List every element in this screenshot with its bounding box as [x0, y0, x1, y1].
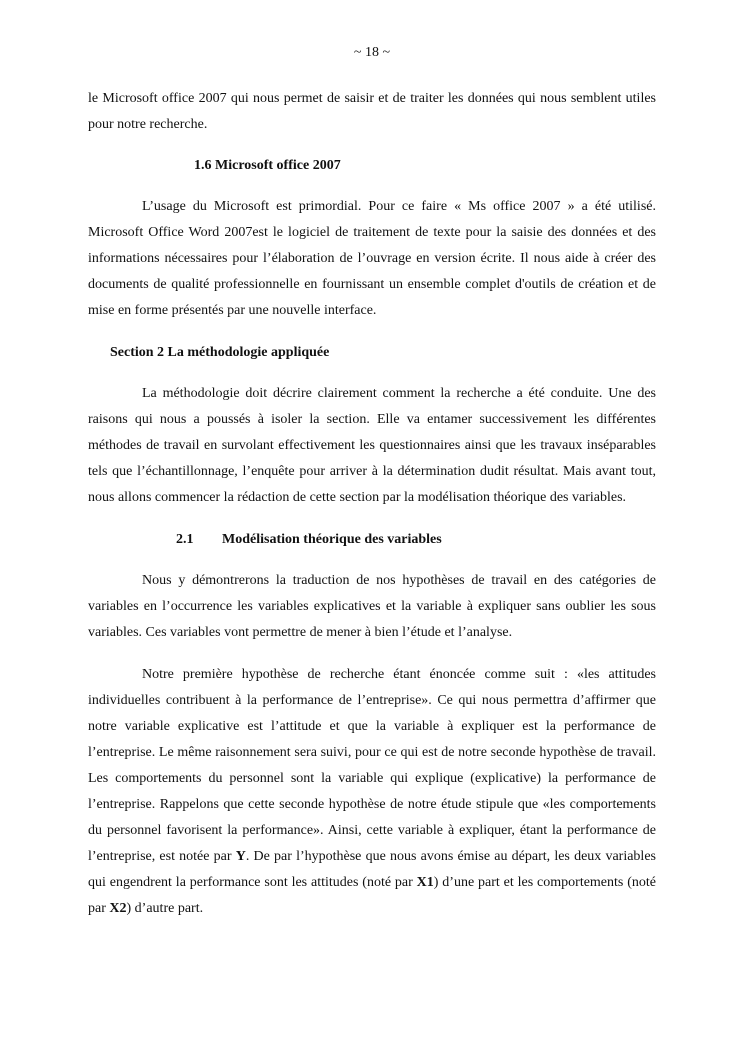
- hypothesis-text-4: ) d’autre part.: [126, 901, 204, 916]
- variable-x1: X1: [416, 875, 434, 890]
- methodology-paragraph: La méthodologie doit décrire clairement comment la recherche a été conduite. Une des raisons qui nous a poussés à isoler la section. Elle va entamer successivement les différentes méthodes de travail en survolant effectivement les questionnaires ainsi que les travaux inséparables tels que l’échantillonnage, l’enquête pour arriver à la détermination dudit résultat. Mais avant tout, nous allons commencer la rédaction de cette section par la modélisation théorique des variables.: [88, 386, 656, 505]
- intro-paragraph: le Microsoft office 2007 qui nous permet de saisir et de traiter les données qui nous semblent utiles pour notre recherche.: [88, 91, 656, 132]
- heading-section-2: Section 2 La méthodologie appliquée: [110, 345, 330, 360]
- hypothesis-paragraph: [88, 662, 656, 922]
- office-paragraph: L’usage du Microsoft est primordial. Pour ce faire « Ms office 2007 » a été utilisé. Microsoft Office Word 2007est le logiciel de traitement de texte pour la saisie des données et des informations nécessaires pour l’élaboration de l’ouvrage en version écrite. Il nous aide à créer des documents de qualité professionnelle en fournissant un ensemble complet d'outils de création et de mise en forme présentés par une nouvelle interface.: [88, 199, 656, 318]
- heading-1-6: 1.6 Microsoft office 2007: [194, 158, 341, 173]
- variables-paragraph: Nous y démontrerons la traduction de nos hypothèses de travail en des catégories de variables en l’occurrence les variables explicatives et la variable à expliquer sans oublier les sous variables. Ces variables vont permettre de mener à bien l’étude et l’analyse.: [88, 573, 656, 640]
- hypothesis-text-1: Notre première hypothèse de recherche étant énoncée comme suit : «les attitudes individuelles contribuent à la performance de l’entreprise». Ce qui nous permettra d’affirmer que notre variable explicative est l’attitude et que la variable à expliquer est la performance de l’entreprise. Le même raisonnement sera suivi, pour ce qui est de notre seconde hypothèse de travail. Les comportements du personnel sont la variable qui explique (explicative) la performance de l’entreprise. Rappelons que cette seconde hypothèse de notre étude stipule que «les comportements du personnel favorisent la performance». Ainsi, cette variable à expliquer, étant la performance de l’entreprise, est notée par: [88, 667, 656, 864]
- heading-2-1: [176, 527, 656, 553]
- hypothesis-text-2: . De par l’hypothèse que nous avons émise au départ, les deux variables qui engendrent la performance sont les attitudes (noté par: [88, 849, 656, 890]
- hypothesis-text-3: ) d’une part et les comportements (noté par: [88, 875, 656, 916]
- variable-y: Y: [235, 849, 246, 864]
- heading-2-1-number: 2.1: [176, 532, 194, 547]
- page-content: [88, 86, 656, 922]
- variable-x2: X2: [109, 901, 127, 916]
- page-number: ~ 18 ~: [353, 45, 391, 60]
- heading-2-1-title: Modélisation théorique des variables: [222, 532, 442, 547]
